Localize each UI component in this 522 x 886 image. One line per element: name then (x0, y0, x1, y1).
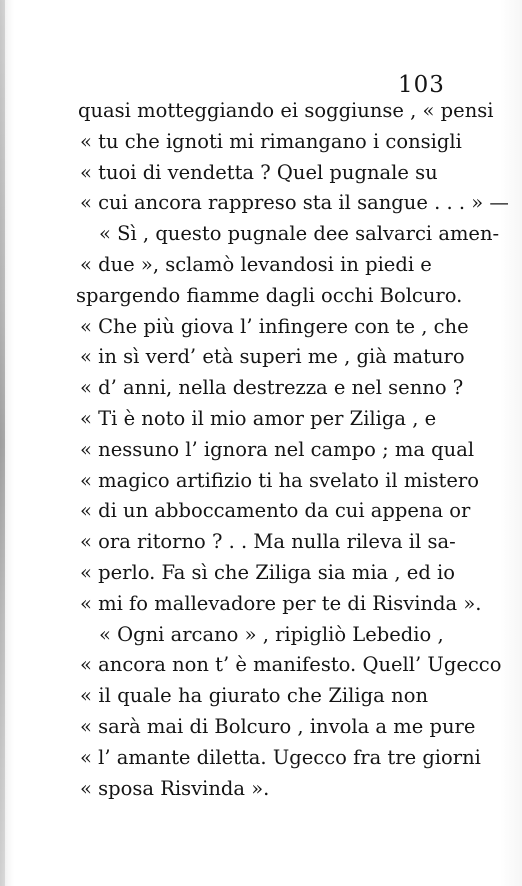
text-line: « il quale ha giurato che Ziliga non (80, 684, 428, 708)
text-line: « Sì , questo pugnale dee salvarci amen- (99, 222, 500, 246)
text-line: « tuoi di vendetta ? Quel pugnale su (80, 160, 438, 184)
text-line: spargendo fiamme dagli occhi Bolcuro. (76, 283, 463, 307)
text-line: quasi motteggiando ei soggiunse , « pensi (78, 99, 494, 122)
text-line: « d’ anni, nella destrezza e nel senno ? (80, 376, 464, 400)
text-line: « Che più giova l’ infingere con te , che (80, 314, 469, 338)
body-text (76, 96, 509, 804)
text-line: « Ti è noto il mio amor per Ziliga , e (80, 406, 437, 430)
text-line: « tu che ignoti mi rimangano i consigli (80, 129, 462, 153)
page-number: 103 (398, 72, 445, 98)
text-line: « ora ritorno ? . . Ma nulla rileva il sa- (80, 530, 456, 554)
text-line: « ancora non t’ è manifesto. Quell’ Ugecco (80, 653, 502, 677)
text-line: « sposa Risvinda ». (80, 776, 270, 800)
text-line: « magico artifizio ti ha svelato il mistero (80, 468, 479, 492)
text-line: « mi fo mallevadore per te di Risvinda ». (80, 591, 482, 615)
text-line: « sarà mai di Bolcuro , invola a me pure (80, 714, 476, 738)
text-line: « Ogni arcano » , ripigliò Lebedio , (99, 622, 444, 646)
binding-edge (0, 0, 5, 886)
text-line: « in sì verd’ età superi me , già maturo (80, 345, 465, 369)
text-line: « l’ amante diletta. Ugecco fra tre giorni (80, 745, 481, 769)
text-line: « nessuno l’ ignora nel campo ; ma qual (80, 437, 475, 461)
text-line: « cui ancora rappreso sta il sangue . . . » — (80, 191, 509, 215)
text-line: « perlo. Fa sì che Ziliga sia mia , ed io (80, 560, 455, 584)
text-line: « di un abboccamento da cui appena or (80, 499, 471, 523)
text-line: « due », sclamò levandosi in piedi e (80, 252, 432, 276)
